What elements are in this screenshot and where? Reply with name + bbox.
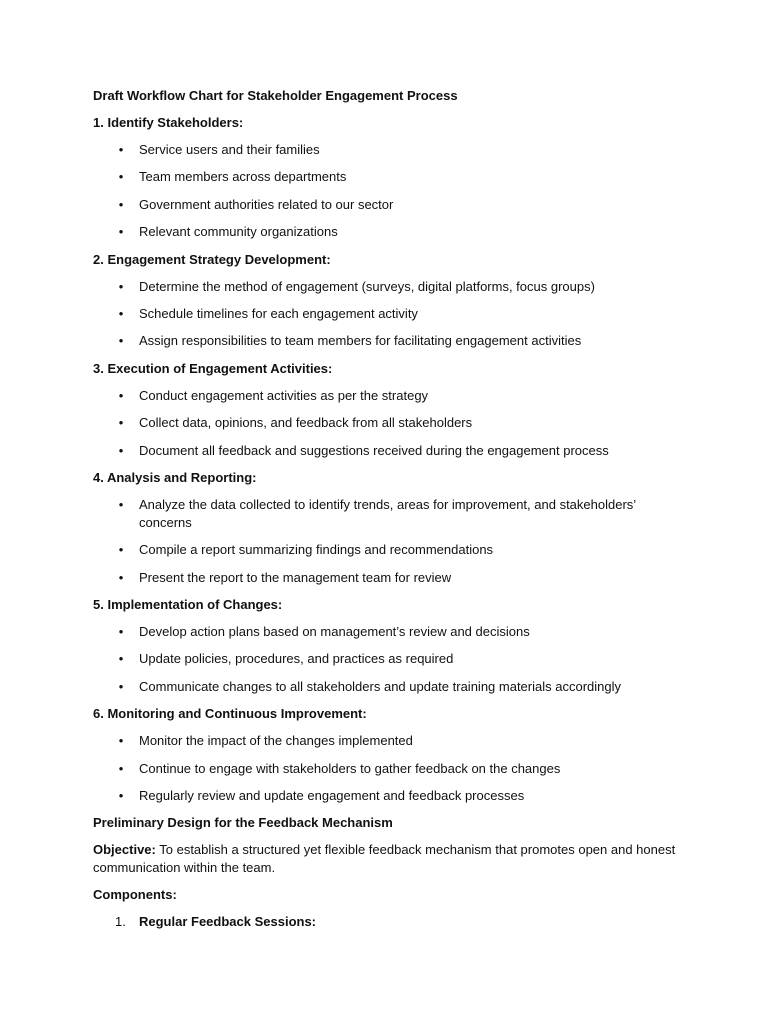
bullet-icon: • bbox=[118, 387, 124, 403]
bullet-icon: • bbox=[118, 224, 124, 240]
section-heading: 3. Execution of Engagement Activities: bbox=[93, 360, 333, 376]
section-bullet-list bbox=[93, 141, 678, 241]
components-list bbox=[93, 913, 678, 931]
list-item-text: Determine the method of engagement (surveys, digital platforms, focus groups) bbox=[139, 278, 595, 294]
list-item bbox=[93, 414, 678, 432]
bullet-icon: • bbox=[118, 542, 124, 558]
bullet-icon: • bbox=[118, 651, 124, 667]
list-item-text: Develop action plans based on management’s review and decisions bbox=[139, 624, 530, 640]
list-item-text: Compile a report summarizing findings and recommendations bbox=[139, 542, 494, 558]
section-bullet-list bbox=[93, 623, 678, 696]
list-item bbox=[93, 442, 678, 460]
list-item-text: Monitor the impact of the changes implemented bbox=[139, 733, 413, 749]
list-item bbox=[93, 168, 678, 186]
document-title: Draft Workflow Chart for Stakeholder Engagement Process bbox=[93, 88, 458, 103]
section-bullet-list bbox=[93, 278, 678, 351]
bullet-icon: • bbox=[118, 760, 124, 776]
components-label: Components: bbox=[93, 887, 177, 903]
bullet-icon: • bbox=[118, 415, 124, 431]
bullet-icon: • bbox=[118, 169, 124, 185]
list-item-text: Analyze the data collected to identify trends, areas for improvement, and stakeholders’ concerns bbox=[139, 496, 636, 530]
workflow-sections bbox=[93, 114, 678, 805]
list-item bbox=[93, 623, 678, 641]
list-item bbox=[93, 278, 678, 296]
bullet-icon: • bbox=[118, 142, 124, 157]
list-item bbox=[93, 760, 678, 778]
list-item-text: Regularly review and update engagement and feedback processes bbox=[139, 788, 525, 804]
list-item bbox=[93, 141, 678, 159]
bullet-icon: • bbox=[118, 305, 124, 321]
section-heading: 5. Implementation of Changes: bbox=[93, 597, 283, 613]
objective-text: To establish a structured yet flexible feedback mechanism that promotes open and honest communication within the team. bbox=[93, 842, 676, 876]
section-bullet-list bbox=[93, 732, 678, 805]
list-item bbox=[93, 732, 678, 750]
list-item bbox=[93, 569, 678, 587]
section-bullet-list bbox=[93, 496, 678, 587]
component-label: Regular Feedback Sessions: bbox=[139, 914, 317, 930]
list-item-text: Team members across departments bbox=[139, 169, 347, 185]
list-item-text: Collect data, opinions, and feedback from all stakeholders bbox=[139, 415, 473, 431]
bullet-icon: • bbox=[118, 278, 124, 294]
objective-label: Objective: bbox=[93, 842, 156, 858]
bullet-icon: • bbox=[118, 496, 124, 512]
list-item bbox=[93, 496, 678, 532]
list-item-text: Relevant community organizations bbox=[139, 224, 338, 240]
bullet-icon: • bbox=[118, 624, 124, 640]
section-heading: 2. Engagement Strategy Development: bbox=[93, 251, 331, 267]
list-item bbox=[93, 650, 678, 668]
list-item bbox=[93, 332, 678, 350]
section-heading: 1. Identify Stakeholders: bbox=[93, 115, 244, 130]
list-item-text: Continue to engage with stakeholders to gather feedback on the changes bbox=[139, 760, 561, 776]
list-item-text: Conduct engagement activities as per the strategy bbox=[139, 387, 429, 403]
feedback-design-heading: Preliminary Design for the Feedback Mechanism bbox=[93, 815, 393, 831]
list-item bbox=[93, 787, 678, 805]
list-item bbox=[93, 541, 678, 559]
section-bullet-list bbox=[93, 387, 678, 460]
list-item bbox=[93, 387, 678, 405]
section-heading: 6. Monitoring and Continuous Improvement: bbox=[93, 706, 367, 722]
bullet-icon: • bbox=[118, 788, 124, 804]
list-item-text: Present the report to the management team for review bbox=[139, 569, 452, 585]
bullet-icon: • bbox=[118, 442, 124, 458]
bullet-icon: • bbox=[118, 678, 124, 694]
list-item-text: Document all feedback and suggestions received during the engagement process bbox=[139, 442, 609, 458]
list-item bbox=[93, 678, 678, 696]
section-heading: 4. Analysis and Reporting: bbox=[93, 469, 257, 485]
bullet-icon: • bbox=[118, 733, 124, 749]
list-item-text: Service users and their families bbox=[139, 142, 320, 157]
bullet-icon: • bbox=[118, 333, 124, 349]
bullet-icon: • bbox=[118, 569, 124, 585]
list-item bbox=[93, 196, 678, 214]
list-item-text: Assign responsibilities to team members for facilitating engagement activities bbox=[139, 333, 582, 349]
list-item-text: Schedule timelines for each engagement activity bbox=[139, 305, 418, 321]
list-item-text: Government authorities related to our sector bbox=[139, 196, 394, 212]
list-item bbox=[93, 305, 678, 323]
list-item-text: Communicate changes to all stakeholders and update training materials accordingly bbox=[139, 678, 621, 694]
component-item bbox=[93, 913, 678, 931]
bullet-icon: • bbox=[118, 196, 124, 212]
component-number: 1. bbox=[115, 914, 126, 930]
list-item bbox=[93, 223, 678, 241]
list-item-text: Update policies, procedures, and practices as required bbox=[139, 651, 454, 667]
objective-paragraph bbox=[93, 841, 678, 877]
